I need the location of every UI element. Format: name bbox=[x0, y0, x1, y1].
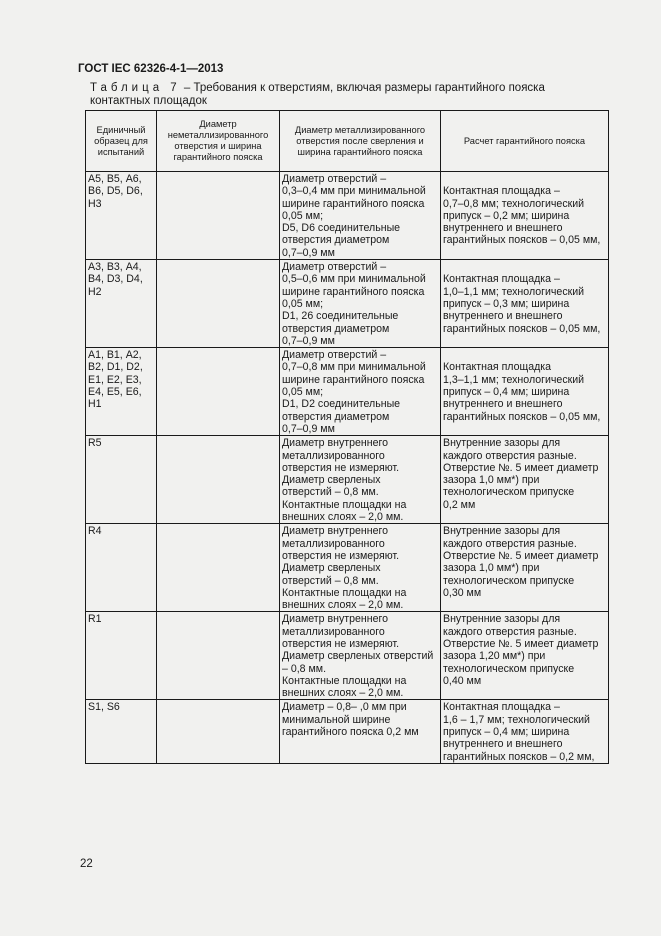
cell-plated-hole: Диаметр – 0,8– ,0 мм при минимальной ширине гарантийного пояска 0,2 мм bbox=[280, 700, 441, 764]
cell-nonplated-hole bbox=[157, 612, 280, 700]
cell-nonplated-hole bbox=[157, 436, 280, 524]
table-row bbox=[86, 260, 609, 348]
cell-annular-ring-calc: Внутренние зазоры для каждого отверстия разные. Отверстие №. 5 имеет диаметр зазора 1,0 мм*) при технологическом припуске 0,30 мм bbox=[441, 524, 609, 612]
cell-specimen: А1, В1, А2, В2, D1, D2, Е1, Е2, Е3, Е4, Е5, Е6, Н1 bbox=[86, 348, 157, 436]
cell-specimen: R5 bbox=[86, 436, 157, 524]
cell-nonplated-hole bbox=[157, 524, 280, 612]
table-row bbox=[86, 612, 609, 700]
cell-annular-ring-calc: Контактная площадка – 0,7–0,8 мм; технологический припуск – 0,2 мм; ширина внутреннего и внешнего гарантийных поясков – 0,05 мм, bbox=[441, 172, 609, 260]
cell-specimen: А3, В3, А4, В4, D3, D4, Н2 bbox=[86, 260, 157, 348]
table-row bbox=[86, 524, 609, 612]
cell-nonplated-hole bbox=[157, 260, 280, 348]
cell-annular-ring-calc: Внутренние зазоры для каждого отверстия разные. Отверстие №. 5 имеет диаметр зазора 1,0 мм*) при технологическом припуске 0,2 мм bbox=[441, 436, 609, 524]
cell-plated-hole: Диаметр отверстий – 0,3–0,4 мм при минимальной ширине гарантийного пояска 0,05 мм; D5, D6 соединительные отверстия диаметром 0,7–0,9 мм bbox=[280, 172, 441, 260]
cell-plated-hole: Диаметр внутреннего металлизированного отверстия не измеряют. Диаметр сверленых отверстий – 0,8 мм. Контактные площадки на внешних слоях – 2,0 мм. bbox=[280, 524, 441, 612]
document-code: ГОСТ IEC 62326-4-1—2013 bbox=[78, 63, 224, 75]
header-nonplated-hole: Диаметр неметаллизированного отверстия и ширина гарантийного пояска bbox=[157, 111, 280, 172]
cell-annular-ring-calc: Контактная площадка – 1,0–1,1 мм; технологический припуск – 0,3 мм; ширина внутреннего и внешнего гарантийных поясков – 0,05 мм, bbox=[441, 260, 609, 348]
cell-annular-ring-calc: Контактная площадка 1,3–1,1 мм; технологический припуск – 0,4 мм; ширина внутреннего и внешнего гарантийных поясков – 0,05 мм, bbox=[441, 348, 609, 436]
header-specimen: Единичный образец для испытаний bbox=[86, 111, 157, 172]
requirements-table bbox=[85, 110, 609, 764]
table-row bbox=[86, 348, 609, 436]
table-caption bbox=[90, 82, 545, 94]
cell-plated-hole: Диаметр внутреннего металлизированного отверстия не измеряют. Диаметр сверленых отверстий – 0,8 мм. Контактные площадки на внешних слоях – 2,0 мм. bbox=[280, 612, 441, 700]
cell-nonplated-hole bbox=[157, 348, 280, 436]
cell-annular-ring-calc: Внутренние зазоры для каждого отверстия разные. Отверстие №. 5 имеет диаметр зазора 1,20 мм*) при технологическом припуске 0,40 мм bbox=[441, 612, 609, 700]
page-number: 22 bbox=[80, 858, 93, 870]
cell-nonplated-hole bbox=[157, 700, 280, 764]
header-annular-ring-calc: Расчет гарантийного пояска bbox=[441, 111, 609, 172]
cell-specimen: R1 bbox=[86, 612, 157, 700]
cell-specimen: S1, S6 bbox=[86, 700, 157, 764]
table-header-row bbox=[86, 111, 609, 172]
table-row bbox=[86, 436, 609, 524]
table-caption-text: – Требования к отверстиям, включая размеры гарантийного пояска bbox=[180, 82, 545, 94]
cell-plated-hole: Диаметр отверстий – 0,5–0,6 мм при минимальной ширине гарантийного пояска 0,05 мм; D1, 26 соединительные отверстия диаметром 0,7–0,9 мм bbox=[280, 260, 441, 348]
cell-plated-hole: Диаметр внутреннего металлизированного отверстия не измеряют. Диаметр сверленых отверстий – 0,8 мм. Контактные площадки на внешних слоях – 2,0 мм. bbox=[280, 436, 441, 524]
table-caption-continuation: контактных площадок bbox=[90, 95, 207, 107]
cell-nonplated-hole bbox=[157, 172, 280, 260]
cell-annular-ring-calc: Контактная площадка – 1,6 – 1,7 мм; технологический припуск – 0,4 мм; ширина внутреннего и внешнего гарантийных поясков – 0,2 мм, bbox=[441, 700, 609, 764]
table-row bbox=[86, 700, 609, 764]
header-plated-hole: Диаметр металлизированного отверстия после сверления и ширина гарантийного пояска bbox=[280, 111, 441, 172]
table-row bbox=[86, 172, 609, 260]
cell-specimen: А5, В5, А6, В6, D5, D6, Н3 bbox=[86, 172, 157, 260]
cell-plated-hole: Диаметр отверстий – 0,7–0,8 мм при минимальной ширине гарантийного пояска 0,05 мм; D1, D2 соединительные отверстия диаметром 0,7–0,9 мм bbox=[280, 348, 441, 436]
table-caption-label: Таблица 7 bbox=[90, 82, 181, 94]
cell-specimen: R4 bbox=[86, 524, 157, 612]
